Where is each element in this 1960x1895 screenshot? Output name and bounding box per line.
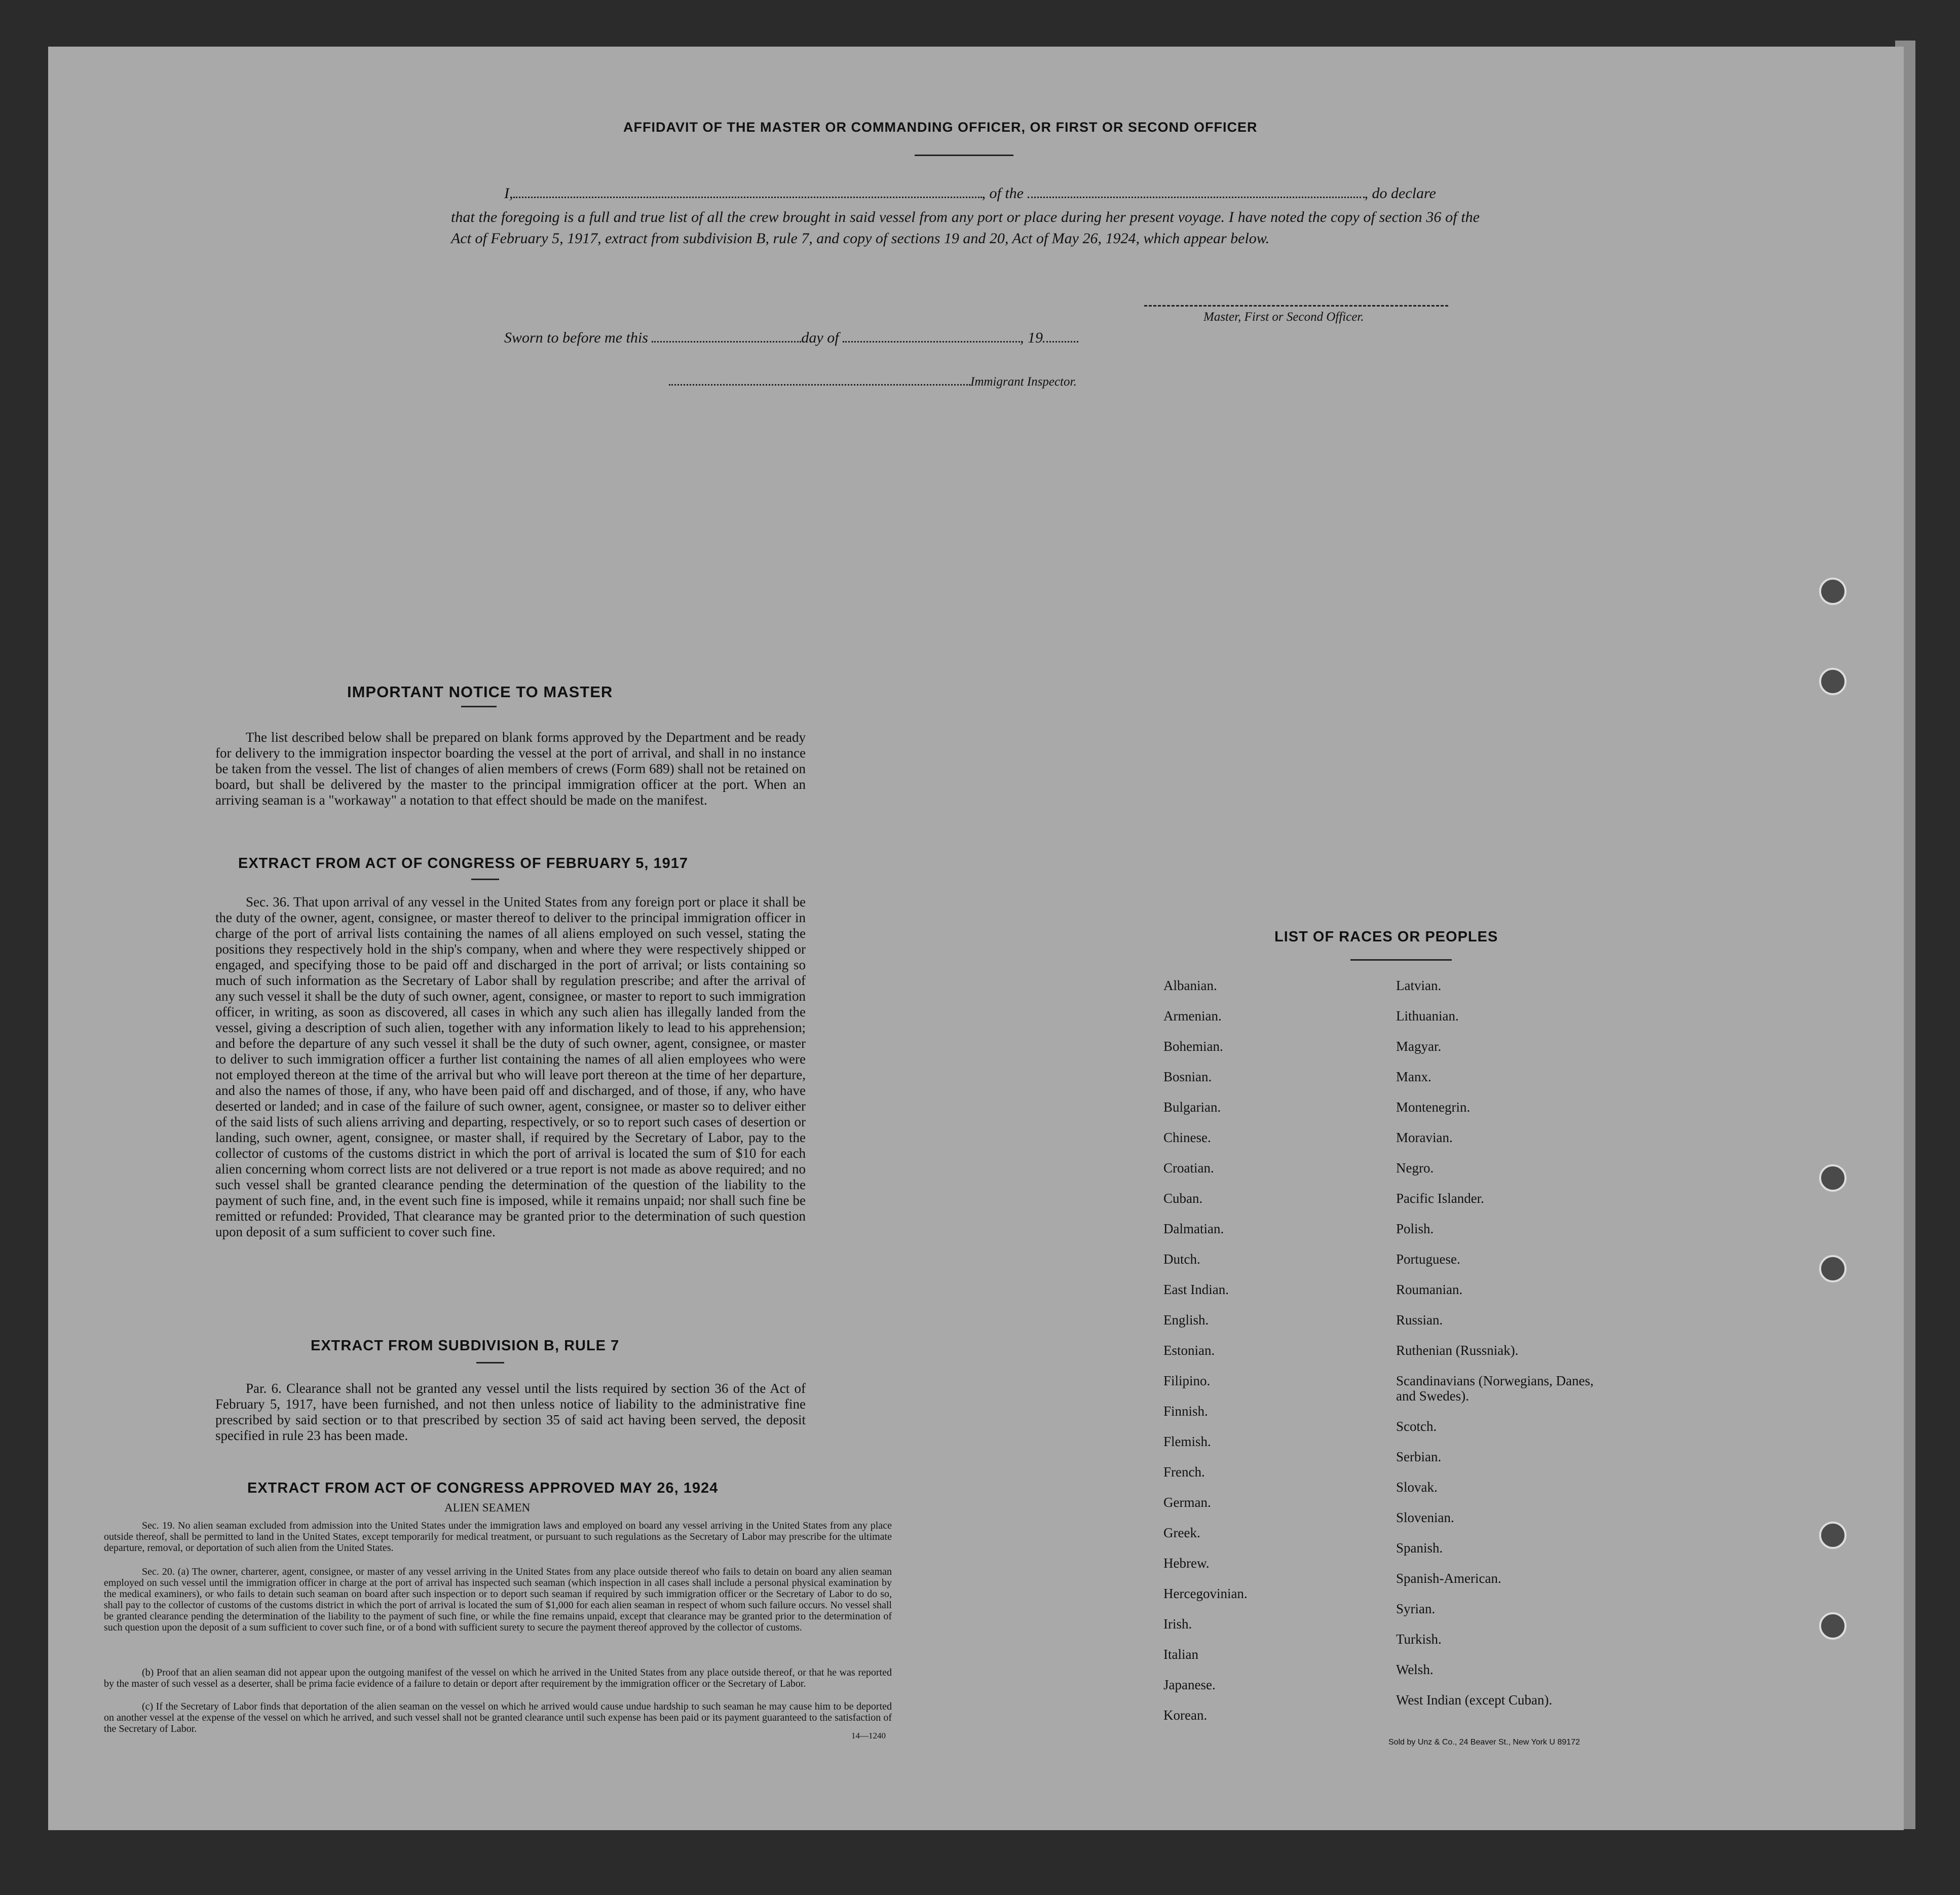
race-item: Montenegrin. bbox=[1396, 1100, 1471, 1115]
extract-1917-body: Sec. 36. That upon arrival of any vessel in the United States from any foreign port or place it shall be the duty of the owner, agent, consignee, or master thereof to deliver to the principal immigration officer in charge of the port of arrival lists containing the names of all aliens employed on such vessel, stating the positions they respectively hold in the ship's company, when and where they were respectively shipped or engaged, and specifying those to be paid off and discharged in the port of arrival; or lists containing so much of such information as the Secretary of Labor shall by regulation prescribe; and after the arrival of any such vessel it shall be the duty of such owner, agent, consignee, or master to report to such immigration officer, in writing, as soon as discovered, all cases in which any such alien has illegally landed from the vessel, giving a description of such alien, together with any information likely to lead to his apprehension; and before the departure of any such vessel it shall be the duty of such owner, agent, consignee, or master to deliver to such immigration officer a further list containing the names of all alien employees who were not employed thereon at the time of the arrival but who will leave port thereon at the time of her departure, and also the names of those, if any, who have been paid off and discharged, and of those, if any, who have deserted or landed; and in case of the failure of such owner, agent, consignee, or master so to deliver either of the said lists of such aliens arriving and departing, respectively, or so to report such cases of desertion or landing, such owner, agent, consignee, or master shall, if required by the Secretary of Labor, pay to the collector of customs of the customs district in which the port of arrival is located the sum of $10 for each alien concerning whom correct lists are not delivered or a true report is not made as above required; and no such vessel shall be granted clearance pending the determination of the question of the liability to the payment of such fine, and, in the event such fine is imposed, while it remains unpaid; nor shall such fine be remitted or refunded: Provided, That clearance may be granted prior to the determination of such question upon deposit of a sum sufficient to cover such fine. bbox=[215, 894, 806, 1239]
affidavit-of-the: , of the bbox=[982, 185, 1024, 202]
sec-20b-text: (b) Proof that an alien seaman did not appear upon the outgoing manifest of the vessel on which he arrived in the United States from any place outside thereof, or that he was reported by the master of such vessel as a deserter, shall be prima facie evidence of a failure to detain or deport after requirement by the immigration officer or the Secretary of Labor. bbox=[104, 1667, 892, 1689]
sworn-year-field[interactable] bbox=[1043, 341, 1078, 343]
extract-rule7-title: EXTRACT FROM SUBDIVISION B, RULE 7 bbox=[311, 1338, 620, 1354]
master-signature-line[interactable] bbox=[1144, 305, 1448, 307]
affidavit-declaration-line bbox=[504, 185, 1480, 202]
races-title: LIST OF RACES OR PEOPLES bbox=[1274, 929, 1498, 945]
race-item: Pacific Islander. bbox=[1396, 1191, 1484, 1206]
race-item: Manx. bbox=[1396, 1069, 1431, 1084]
form-number: 14—1240 bbox=[851, 1731, 886, 1740]
extract-rule7-body: Par. 6. Clearance shall not be granted any vessel until the lists required by section 36 of the Act of February 5, 1917, have been furnished, and not then unless notice of liability to the administrative fine prescribed by said section or to that prescribed by section 35 of said act having been served, the deposit specified in rule 23 has been made. bbox=[215, 1381, 806, 1443]
race-item: Roumanian. bbox=[1396, 1282, 1463, 1297]
race-item: Bosnian. bbox=[1163, 1069, 1212, 1084]
race-item: Hercegovinian. bbox=[1163, 1586, 1248, 1601]
printer-credit: Sold by Unz & Co., 24 Beaver St., New York U 89172 bbox=[1388, 1738, 1580, 1747]
master-name-field[interactable] bbox=[513, 197, 982, 198]
affidavit-title-rule bbox=[915, 155, 1013, 156]
race-item: Italian bbox=[1163, 1647, 1198, 1662]
punch-hole bbox=[1819, 578, 1846, 605]
race-item: Russian. bbox=[1396, 1312, 1443, 1328]
punch-hole bbox=[1819, 1164, 1846, 1192]
sworn-label: Sworn to before me this bbox=[504, 329, 648, 346]
race-item: Ruthenian (Russniak). bbox=[1396, 1343, 1519, 1358]
sworn-month-field[interactable] bbox=[843, 341, 1020, 343]
races-right-column bbox=[1396, 970, 1609, 1715]
extract-1924-title: EXTRACT FROM ACT OF CONGRESS APPROVED MAY 26, 1924 bbox=[247, 1480, 719, 1496]
race-item: Cuban. bbox=[1163, 1191, 1203, 1206]
race-item: Dalmatian. bbox=[1163, 1221, 1224, 1236]
extract-1917-rule bbox=[471, 879, 499, 880]
race-item: Turkish. bbox=[1396, 1632, 1442, 1647]
race-item: Armenian. bbox=[1163, 1008, 1222, 1024]
year-label: , 19 bbox=[1020, 329, 1043, 346]
race-item: Syrian. bbox=[1396, 1601, 1436, 1616]
races-title-rule bbox=[1350, 959, 1452, 961]
punch-hole bbox=[1819, 668, 1846, 695]
race-item: Spanish-American. bbox=[1396, 1571, 1501, 1586]
race-item: Albanian. bbox=[1163, 978, 1217, 993]
sworn-line bbox=[504, 329, 1078, 347]
affidavit-i-label: I, bbox=[504, 185, 513, 202]
race-item: Finnish. bbox=[1163, 1404, 1208, 1419]
race-item: Korean. bbox=[1163, 1708, 1208, 1723]
race-item: Moravian. bbox=[1396, 1130, 1453, 1145]
race-item: Scotch. bbox=[1396, 1419, 1437, 1434]
race-item: French. bbox=[1163, 1464, 1205, 1480]
race-item: Bohemian. bbox=[1163, 1039, 1223, 1054]
punch-hole bbox=[1819, 1522, 1846, 1549]
inspector-label: Immigrant Inspector. bbox=[970, 375, 1077, 389]
race-item: German. bbox=[1163, 1495, 1211, 1510]
race-item: Hebrew. bbox=[1163, 1556, 1210, 1571]
notice-title-rule bbox=[461, 706, 497, 707]
race-item: Slovenian. bbox=[1396, 1510, 1454, 1525]
affidavit-do-declare: , do declare bbox=[1364, 185, 1436, 202]
race-item: Bulgarian. bbox=[1163, 1100, 1221, 1115]
extract-1917-title: EXTRACT FROM ACT OF CONGRESS OF FEBRUARY 5, 1917 bbox=[238, 855, 689, 871]
race-item: Estonian. bbox=[1163, 1343, 1215, 1358]
sec-20c-text: (c) If the Secretary of Labor finds that deportation of the alien seaman on the vessel on which he arrived would cause undue hardship to such seaman he may cause him to be deported on another vessel at the expense of the vessel on which he arrived, and such vessel shall not be granted clearance until such expense has been paid or its payment guaranteed to the satisfaction of the Secretary of Labor. bbox=[104, 1701, 892, 1734]
race-item: Greek. bbox=[1163, 1525, 1200, 1540]
extract-1924-subtitle: ALIEN SEAMEN bbox=[444, 1501, 531, 1514]
race-item: Croatian. bbox=[1163, 1160, 1214, 1176]
race-item: Japanese. bbox=[1163, 1677, 1216, 1692]
race-item: Latvian. bbox=[1396, 978, 1442, 993]
race-item: Irish. bbox=[1163, 1616, 1192, 1632]
race-item: Filipino. bbox=[1163, 1373, 1211, 1388]
race-item: Flemish. bbox=[1163, 1434, 1211, 1449]
day-of-label: day of bbox=[801, 329, 839, 346]
race-item: Serbian. bbox=[1396, 1449, 1442, 1464]
race-item: Chinese. bbox=[1163, 1130, 1211, 1145]
sworn-day-field[interactable] bbox=[652, 341, 801, 343]
race-item: East Indian. bbox=[1163, 1282, 1229, 1297]
race-item: Negro. bbox=[1396, 1160, 1434, 1176]
notice-body: The list described below shall be prepared on blank forms approved by the Department and be ready for delivery to the immigration inspector boarding the vessel at the port of arrival, and shall in no instance be taken from the vessel. The list of changes of alien members of crews (Form 689) shall not be retained on board, but shall be delivered by the master to the principal immigration officer at the port. When an arriving seaman is a "workaway" a notation to that effect should be made on the manifest. bbox=[215, 730, 806, 808]
race-item: West Indian (except Cuban). bbox=[1396, 1692, 1553, 1708]
punch-hole bbox=[1819, 1255, 1846, 1282]
affidavit-title: AFFIDAVIT OF THE MASTER OR COMMANDING OFFICER, OR FIRST OR SECOND OFFICER bbox=[623, 120, 1258, 135]
race-item: English. bbox=[1163, 1312, 1209, 1328]
inspector-line bbox=[669, 375, 1077, 389]
races-left-column bbox=[1163, 970, 1376, 1730]
inspector-signature-field[interactable] bbox=[669, 384, 970, 386]
race-item: Portuguese. bbox=[1396, 1252, 1460, 1267]
sec-20a-text: Sec. 20. (a) The owner, charterer, agent, consignee, or master of any vessel arriving in the United States from any place outside thereof who fails to detain on board any alien seaman employed on such vessel until the immigration officer in charge at the port of arrival has inspected such seaman (which inspection in all cases shall include a personal physical examination by the medical examiners), or who fails to detain such seaman on board after such inspection or to deport such seaman if required by such immigration officer or the Secretary of Labor to do so, shall pay to the collector of customs of the customs district in which the port of arrival is located the sum of $1,000 for each alien seaman in respect of whom such failure occurs. No vessel shall be granted clearance pending the determination of the liability to the payment of such fine, or while the fine remains unpaid, except that clearance may be granted prior to the determination of such question upon the deposit of a sum sufficient to cover such fine, or of a bond with sufficient surety to secure the payment thereof approved by the collector of customs. bbox=[104, 1566, 892, 1633]
race-item: Lithuanian. bbox=[1396, 1008, 1459, 1024]
sec-19-text: Sec. 19. No alien seaman excluded from admission into the United States under the immigration laws and employed on board any vessel arriving in the United States from any place outside thereof, shall be permitted to land in the United States, except temporarily for medical treatment, or pursuant to such regulations as the Secretary of Labor may prescribe for the ultimate departure, removal, or deportation of such alien from the United States. bbox=[104, 1520, 892, 1553]
race-item: Slovak. bbox=[1396, 1480, 1438, 1495]
vessel-name-field[interactable] bbox=[1028, 197, 1365, 198]
race-item: Magyar. bbox=[1396, 1039, 1442, 1054]
race-item: Spanish. bbox=[1396, 1540, 1443, 1556]
race-item: Welsh. bbox=[1396, 1662, 1434, 1677]
extract-rule7-rule bbox=[476, 1362, 504, 1363]
race-item: Polish. bbox=[1396, 1221, 1434, 1236]
master-signature-label: Master, First or Second Officer. bbox=[1203, 310, 1364, 324]
affidavit-body: that the foregoing is a full and true list of all the crew brought in said vessel from any port or place during her present voyage. I have noted the copy of section 36 of the Act of February 5, 1917, extract from subdivision B, rule 7, and copy of sections 19 and 20, Act of May 26, 1924, which appear below. bbox=[451, 209, 1480, 247]
race-item: Scandinavians (Norwegians, Danes, and Swedes). bbox=[1396, 1373, 1594, 1404]
notice-title: IMPORTANT NOTICE TO MASTER bbox=[347, 683, 613, 701]
race-item: Dutch. bbox=[1163, 1252, 1200, 1267]
punch-hole bbox=[1819, 1612, 1846, 1640]
